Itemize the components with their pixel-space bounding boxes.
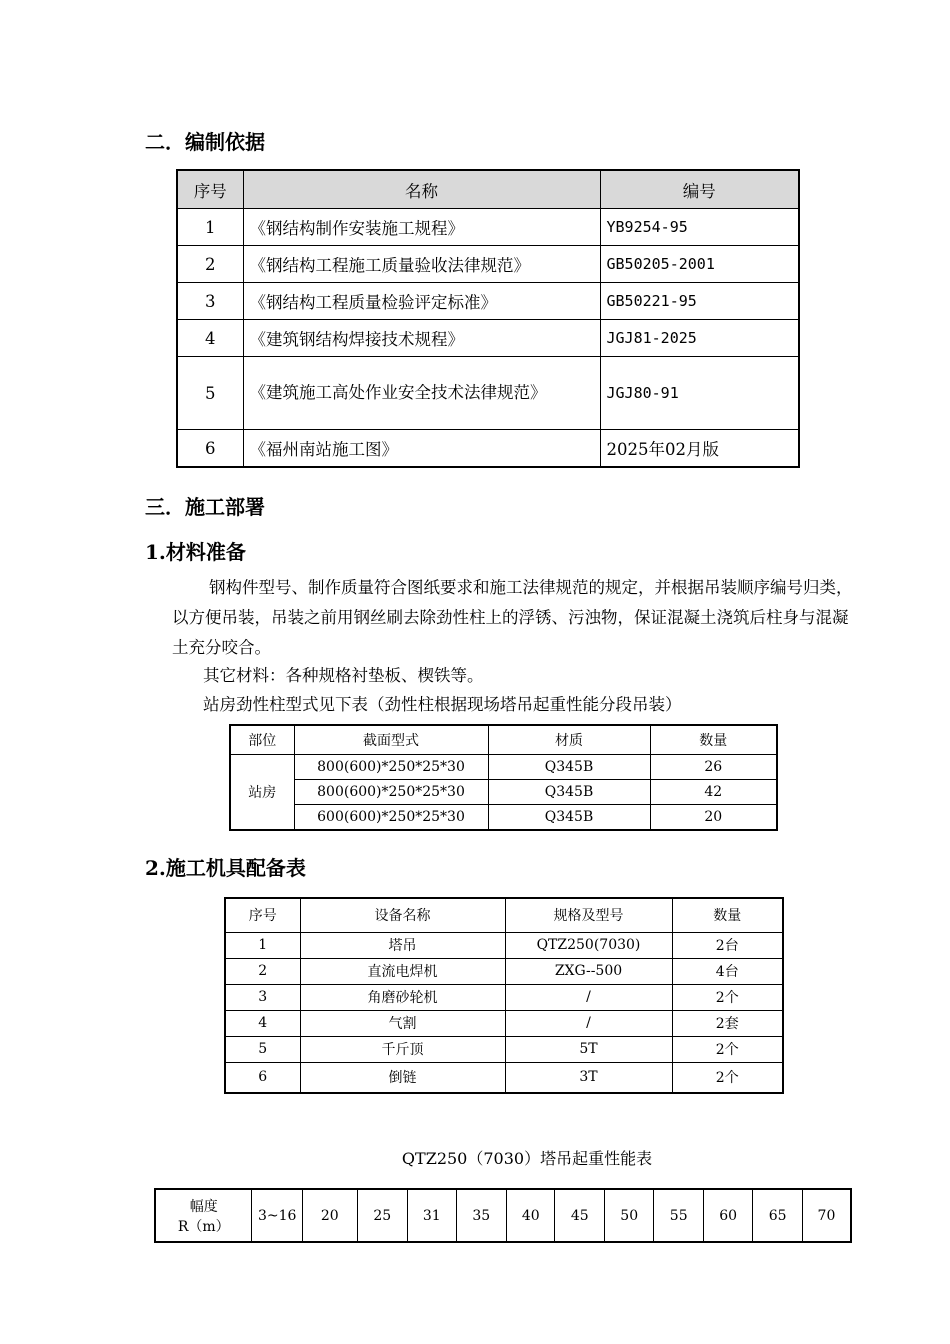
table-row: [177, 357, 799, 430]
row-number: 4: [177, 320, 243, 357]
radius-value: 50: [604, 1189, 653, 1242]
material: Q345B: [488, 754, 650, 779]
table-row: [230, 804, 777, 830]
standard-code: GB50205-2001: [600, 246, 799, 283]
standard-name: 《钢结构工程质量检验评定标准》: [243, 283, 600, 320]
row-number: 5: [225, 1036, 300, 1062]
crane-capacity-table: [154, 1188, 852, 1243]
row-number: 1: [225, 932, 300, 958]
equipment-spec: 3T: [505, 1062, 672, 1093]
standard-code: GB50221-95: [600, 283, 799, 320]
equipment-spec: QTZ250(7030): [505, 932, 672, 958]
table-row: [177, 209, 799, 246]
standard-name: 《福州南站施工图》: [243, 430, 600, 468]
row-number: 5: [177, 357, 243, 430]
radius-value: 70: [802, 1189, 851, 1242]
equipment-qty: 2个: [672, 984, 783, 1010]
header-cell: 编号: [600, 170, 799, 209]
crane-table-title: QTZ250（7030）塔吊起重性能表: [401, 1149, 653, 1168]
equipment-name: 气割: [300, 1010, 505, 1036]
equipment-qty: 4台: [672, 958, 783, 984]
equipment-name: 塔吊: [300, 932, 505, 958]
column-type-intro: 站房劲性柱型式见下表（劲性柱根据现场塔吊起重性能分段吊装）: [203, 695, 682, 714]
table-row: [225, 1010, 783, 1036]
equipment-name: 倒链: [300, 1062, 505, 1093]
equipment-qty: 2套: [672, 1010, 783, 1036]
radius-value: 35: [456, 1189, 507, 1242]
header-cell: 名称: [243, 170, 600, 209]
radius-value: 60: [703, 1189, 752, 1242]
quantity: 42: [650, 779, 777, 804]
standard-code: YB9254-95: [600, 209, 799, 246]
row-number: 3: [225, 984, 300, 1010]
row-number: 6: [225, 1062, 300, 1093]
equipment-name: 直流电焊机: [300, 958, 505, 984]
header-cell: 材质: [488, 725, 650, 754]
radius-label: 幅度: [189, 1198, 218, 1215]
equipment-qty: 2个: [672, 1062, 783, 1093]
table-header-row: [177, 170, 799, 209]
quantity: 26: [650, 754, 777, 779]
table-row: [177, 320, 799, 357]
row-number: 6: [177, 430, 243, 468]
radius-value: 20: [302, 1189, 357, 1242]
standard-name: 《钢结构工程施工质量验收法律规范》: [243, 246, 600, 283]
table-row: [225, 958, 783, 984]
row-number: 1: [177, 209, 243, 246]
table-row: [225, 984, 783, 1010]
section-type: 600(600)*250*25*30: [294, 804, 488, 830]
table-row: [225, 932, 783, 958]
materials-paragraph: 钢构件型号、制作质量符合图纸要求和施工法律规范的规定，并根据吊装顺序编号归类，以方便吊装，吊装之前用钢丝刷去除劲性柱上的浮锈、污浊物，保证混凝土浇筑后柱身与混凝土充分咬合。: [172, 578, 853, 657]
quantity: 20: [650, 804, 777, 830]
equipment-spec: /: [505, 984, 672, 1010]
table-row: [177, 430, 799, 468]
row-number: 2: [225, 958, 300, 984]
section-heading-deployment: 三．施工部署: [145, 495, 265, 519]
table-row: [155, 1189, 851, 1242]
table-row: [177, 246, 799, 283]
standard-code: JGJ80-91: [600, 357, 799, 430]
table-header-row: [225, 898, 783, 932]
header-cell: 规格及型号: [505, 898, 672, 932]
material: Q345B: [488, 779, 650, 804]
section-heading-basis: 二．编制依据: [145, 130, 265, 154]
header-cell: 数量: [672, 898, 783, 932]
column-type-table: [229, 724, 778, 831]
radius-value: 55: [654, 1189, 703, 1242]
table-header-row: [230, 725, 777, 754]
radius-unit: R（m）: [177, 1218, 230, 1235]
other-materials-text: 其它材料：各种规格衬垫板、楔铁等。: [203, 666, 484, 685]
header-cell: 序号: [177, 170, 243, 209]
equipment-name: 角磨砂轮机: [300, 984, 505, 1010]
table-row: [225, 1036, 783, 1062]
equipment-table: [224, 897, 784, 1094]
equipment-spec: ZXG--500: [505, 958, 672, 984]
material: Q345B: [488, 804, 650, 830]
equipment-qty: 2个: [672, 1036, 783, 1062]
equipment-qty: 2台: [672, 932, 783, 958]
standard-name: 《建筑钢结构焊接技术规程》: [243, 320, 600, 357]
row-number: 4: [225, 1010, 300, 1036]
header-cell: 部位: [230, 725, 294, 754]
table-row: [230, 779, 777, 804]
subheading-materials: 1.材料准备: [145, 540, 246, 564]
header-cell: 序号: [225, 898, 300, 932]
equipment-name: 千斤顶: [300, 1036, 505, 1062]
section-type: 800(600)*250*25*30: [294, 754, 488, 779]
standard-code: 2025年02月版: [600, 430, 799, 468]
standard-name: 《钢结构制作安装施工规程》: [243, 209, 600, 246]
radius-value: 31: [408, 1189, 456, 1242]
row-number: 3: [177, 283, 243, 320]
equipment-spec: /: [505, 1010, 672, 1036]
radius-value: 45: [555, 1189, 604, 1242]
standard-code: JGJ81-2025: [600, 320, 799, 357]
section-type: 800(600)*250*25*30: [294, 779, 488, 804]
location-cell: 站房: [230, 754, 294, 830]
equipment-spec: 5T: [505, 1036, 672, 1062]
radius-value: 3~16: [252, 1189, 303, 1242]
table-row: [177, 283, 799, 320]
table-row: [225, 1062, 783, 1093]
radius-value: 65: [753, 1189, 802, 1242]
radius-value: 40: [507, 1189, 555, 1242]
row-number: 2: [177, 246, 243, 283]
header-cell: 截面型式: [294, 725, 488, 754]
radius-label-cell: [155, 1189, 252, 1242]
standard-name: 《建筑施工高处作业安全技术法律规范》: [243, 357, 600, 430]
table-row: [230, 754, 777, 779]
radius-value: 25: [357, 1189, 408, 1242]
basis-table: [176, 169, 800, 468]
header-cell: 设备名称: [300, 898, 505, 932]
subheading-equipment: 2.施工机具配备表: [145, 856, 306, 880]
header-cell: 数量: [650, 725, 777, 754]
